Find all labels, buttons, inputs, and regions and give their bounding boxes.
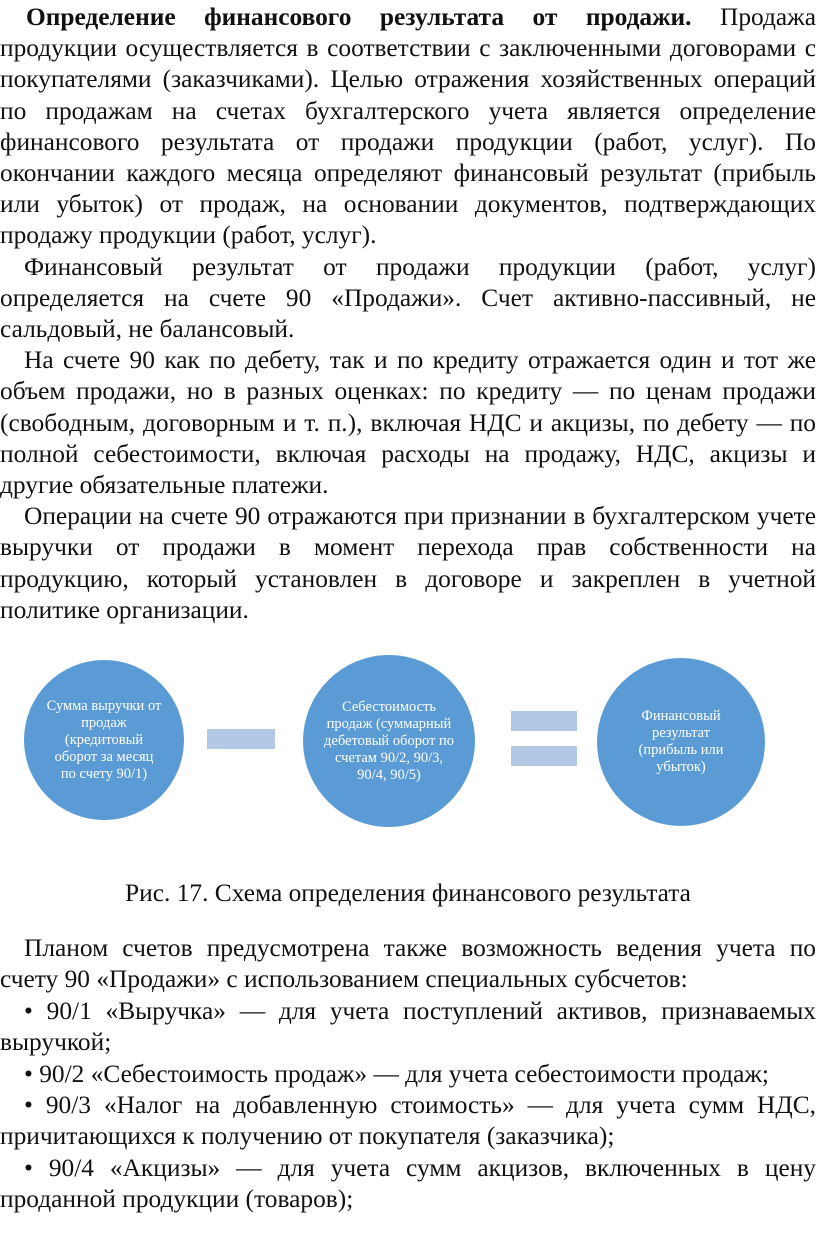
result-circle-label: Финансовый результат (прибыль или убыток) <box>638 708 724 775</box>
subaccounts-intro: Планом счетов предусмотрена также возможность ведения учета по счету 90 «Продажи» с использованием специальных субсчетов: <box>0 934 816 994</box>
figure-caption: Рис. 17. Схема определения финансового результата <box>125 879 691 907</box>
minus-sign <box>207 729 275 749</box>
list-item: • 90/4 «Акцизы» — для учета сумм акцизов, включенных в цену проданной продукции (товаров); <box>0 1153 816 1214</box>
revenue-circle <box>24 660 184 820</box>
financial-result-diagram <box>0 640 816 880</box>
cost-circle <box>303 655 475 827</box>
paragraph-4: Операции на счете 90 отражаются при признании в бухгалтерском учете выручки от продажи в момент перехода прав собственности на продукцию, который установлен в договоре и закреплен в учетной политике организации. <box>0 502 816 624</box>
result-circle <box>597 658 765 826</box>
equals-sign-bottom <box>511 746 577 766</box>
body-text <box>0 2 816 626</box>
subaccounts-section <box>0 933 816 1216</box>
paragraph-2: Финансовый результат от продажи продукции (работ, услуг) определяется на счете 90 «Продажи». Счет активно-пассивный, не сальдовый, не балансовый. <box>0 252 816 344</box>
revenue-circle-label: Сумма выручки от продаж (кредитовый оборот за месяц по счету 90/1) <box>46 697 162 782</box>
list-item: • 90/3 «Налог на добавленную стоимость» — для учета сумм НДС, причитающихся к получению от покупателя (заказчика); <box>0 1091 816 1151</box>
paragraph-1 <box>0 2 816 252</box>
section-heading: Определение финансового результата от продажи. <box>26 3 692 31</box>
list-item: • 90/2 «Себестоимость продаж» — для учета себестоимости продаж; <box>24 1059 769 1088</box>
cost-circle-label: Себестоимость продаж (суммарный дебетовый оборот по счетам 90/2, 90/3, 90/4, 90/5) <box>324 698 454 783</box>
paragraph-3: На счете 90 как по дебету, так и по кредиту отражается один и тот же объем продажи, но в разных оценках: по кредиту — по ценам продажи (свободным, договорным и т. п.), включая НДС и акцизы, по дебету — по полной себестоимости, включая расходы на продажу, НДС, акцизы и другие обязательные платежи. <box>0 346 816 500</box>
paragraph-1-text: Продажа продукции осуществляется в соответствии с заключенными договорами с покупателями (заказчиками). Целью отражения хозяйственных операций по продажам на счетах бухгалтерского учета является определение финансового результата от продажи продукции (работ, услуг). По окончании каждого месяца определяют финансовый результат (прибыль или убыток) от продаж, на основании документов, подтверждающих продажу продукции (работ, услуг). <box>0 3 816 250</box>
equals-sign-top <box>511 711 577 731</box>
list-item: • 90/1 «Выручка» — для учета поступлений активов, признаваемых выручкой; <box>0 996 816 1057</box>
